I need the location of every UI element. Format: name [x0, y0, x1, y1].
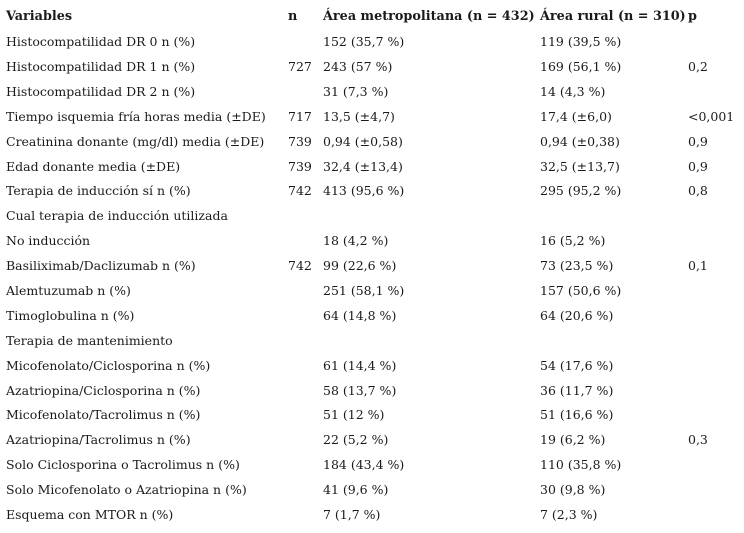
table-row	[0, 353, 744, 378]
cell-n	[286, 403, 321, 428]
cell-variable: Cual terapia de inducción utilizada	[6, 208, 228, 224]
cell-p: 0,1	[688, 258, 708, 274]
cell-rural: 169 (56,1 %)	[540, 58, 622, 74]
table-row	[0, 279, 744, 304]
cell-variable: Terapia de mantenimiento	[6, 332, 173, 348]
cell-n	[286, 30, 321, 55]
cell-p	[684, 478, 744, 503]
cell-metropolitan	[321, 329, 534, 354]
table-row	[0, 55, 744, 80]
cell-n	[286, 279, 321, 304]
cell-n: 739	[288, 158, 312, 174]
table-row	[0, 154, 744, 179]
cell-metropolitan: 99 (22,6 %)	[323, 258, 397, 274]
cell-variable: Basiliximab/Daclizumab n (%)	[6, 258, 196, 274]
cell-p	[684, 503, 744, 528]
cell-variable: Azatriopina/Tacrolimus n (%)	[6, 432, 191, 448]
cell-p	[684, 30, 744, 55]
cell-metropolitan: 184 (43,4 %)	[323, 457, 405, 473]
cell-variable: Solo Ciclosporina o Tacrolimus n (%)	[6, 457, 240, 473]
cell-n	[286, 378, 321, 403]
data-table	[0, 5, 744, 528]
table-row	[0, 428, 744, 453]
cell-n	[286, 329, 321, 354]
cell-n: 742	[288, 258, 312, 274]
table-row	[0, 329, 744, 354]
cell-n	[286, 453, 321, 478]
cell-rural: 7 (2,3 %)	[540, 507, 598, 522]
cell-p	[684, 403, 744, 428]
cell-variable: Terapia de inducción sí n (%)	[6, 183, 191, 199]
cell-variable: Timoglobulina n (%)	[6, 307, 135, 323]
cell-p	[684, 453, 744, 478]
cell-p	[684, 329, 744, 354]
table-row	[0, 254, 744, 279]
header-row	[0, 5, 744, 30]
cell-metropolitan: 32,4 (±13,4)	[323, 158, 403, 174]
cell-metropolitan: 22 (5,2 %)	[323, 432, 389, 448]
cell-p: 0,9	[688, 133, 708, 149]
cell-p	[684, 378, 744, 403]
cell-metropolitan: 41 (9,6 %)	[323, 482, 389, 498]
cell-metropolitan: 7 (1,7 %)	[323, 507, 381, 522]
cell-rural: 32,5 (±13,7)	[540, 158, 620, 174]
cell-rural: 51 (16,6 %)	[540, 407, 614, 423]
cell-n	[286, 503, 321, 528]
cell-metropolitan: 51 (12 %)	[323, 407, 385, 423]
cell-metropolitan: 64 (14,8 %)	[323, 307, 397, 323]
cell-metropolitan: 18 (4,2 %)	[323, 233, 389, 249]
cell-p: 0,9	[688, 158, 708, 174]
cell-p	[684, 204, 744, 229]
cell-rural: 17,4 (±6,0)	[540, 108, 612, 124]
table-row	[0, 204, 744, 229]
cell-n: 742	[288, 183, 312, 199]
header-p: p	[688, 9, 697, 25]
cell-metropolitan: 13,5 (±4,7)	[323, 108, 395, 124]
header-n: n	[288, 9, 298, 25]
cell-rural: 19 (6,2 %)	[540, 432, 606, 448]
cell-rural: 64 (20,6 %)	[540, 307, 614, 323]
cell-n: 727	[288, 58, 312, 74]
cell-p	[684, 304, 744, 329]
cell-rural: 0,94 (±0,38)	[540, 133, 620, 149]
table-body	[0, 30, 744, 528]
cell-rural: 16 (5,2 %)	[540, 233, 606, 249]
table-row	[0, 129, 744, 154]
header-metropolitan: Área metropolitana (n = 432)	[323, 9, 535, 25]
cell-rural	[534, 329, 684, 354]
cell-rural: 157 (50,6 %)	[540, 282, 622, 298]
cell-variable: Histocompatilidad DR 0 n (%)	[6, 34, 196, 50]
cell-n	[286, 80, 321, 105]
table-row	[0, 304, 744, 329]
cell-n	[286, 229, 321, 254]
cell-variable: Edad donante media (±DE)	[6, 158, 181, 174]
cell-variable: Tiempo isquemia fría horas media (±DE)	[6, 108, 266, 124]
cell-metropolitan: 243 (57 %)	[323, 58, 393, 74]
cell-metropolitan: 251 (58,1 %)	[323, 282, 405, 298]
cell-variable: Creatinina donante (mg/dl) media (±DE)	[6, 133, 265, 149]
cell-metropolitan: 413 (95,6 %)	[323, 183, 405, 199]
cell-rural: 119 (39,5 %)	[540, 34, 622, 50]
cell-rural: 73 (23,5 %)	[540, 258, 614, 274]
cell-variable: Micofenolato/Tacrolimus n (%)	[6, 407, 201, 423]
cell-metropolitan	[321, 204, 534, 229]
cell-metropolitan: 0,94 (±0,58)	[323, 133, 403, 149]
cell-rural: 54 (17,6 %)	[540, 357, 614, 373]
cell-n	[286, 304, 321, 329]
cell-p: 0,3	[688, 432, 708, 448]
table-row	[0, 30, 744, 55]
table-row	[0, 229, 744, 254]
cell-p	[684, 80, 744, 105]
cell-p: <0,001	[688, 108, 735, 124]
cell-rural: 295 (95,2 %)	[540, 183, 622, 199]
table-row	[0, 478, 744, 503]
cell-rural: 36 (11,7 %)	[540, 382, 614, 398]
cell-variable: Histocompatilidad DR 2 n (%)	[6, 83, 196, 99]
cell-p	[684, 279, 744, 304]
table-row	[0, 503, 744, 528]
cell-metropolitan: 31 (7,3 %)	[323, 83, 389, 99]
header-rural: Área rural (n = 310)	[540, 9, 686, 25]
table-row	[0, 453, 744, 478]
cell-n	[286, 428, 321, 453]
cell-rural: 110 (35,8 %)	[540, 457, 622, 473]
cell-n: 717	[288, 108, 312, 124]
table-row	[0, 378, 744, 403]
cell-metropolitan: 152 (35,7 %)	[323, 34, 405, 50]
cell-variable: Alemtuzumab n (%)	[6, 282, 131, 298]
table-row	[0, 179, 744, 204]
cell-variable: Azatriopina/Ciclosporina n (%)	[6, 382, 201, 398]
table-header	[0, 5, 744, 30]
cell-variable: No inducción	[6, 233, 91, 249]
cell-rural: 14 (4,3 %)	[540, 83, 606, 99]
cell-n: 739	[288, 133, 312, 149]
cell-p: 0,2	[688, 58, 708, 74]
table-row	[0, 403, 744, 428]
cell-p	[684, 353, 744, 378]
cell-p: 0,8	[688, 183, 708, 199]
cell-variable: Solo Micofenolato o Azatriopina n (%)	[6, 482, 247, 498]
cell-metropolitan: 58 (13,7 %)	[323, 382, 397, 398]
table-row	[0, 105, 744, 130]
table-row	[0, 80, 744, 105]
cell-p	[684, 229, 744, 254]
cell-n	[286, 478, 321, 503]
header-variables: Variables	[6, 9, 73, 25]
cell-metropolitan: 61 (14,4 %)	[323, 357, 397, 373]
cell-rural: 30 (9,8 %)	[540, 482, 606, 498]
cell-rural	[534, 204, 684, 229]
cell-variable: Esquema con MTOR n (%)	[6, 507, 174, 522]
cell-n	[286, 353, 321, 378]
cell-variable: Histocompatilidad DR 1 n (%)	[6, 58, 196, 74]
cell-variable: Micofenolato/Ciclosporina n (%)	[6, 357, 211, 373]
cell-n	[286, 204, 321, 229]
